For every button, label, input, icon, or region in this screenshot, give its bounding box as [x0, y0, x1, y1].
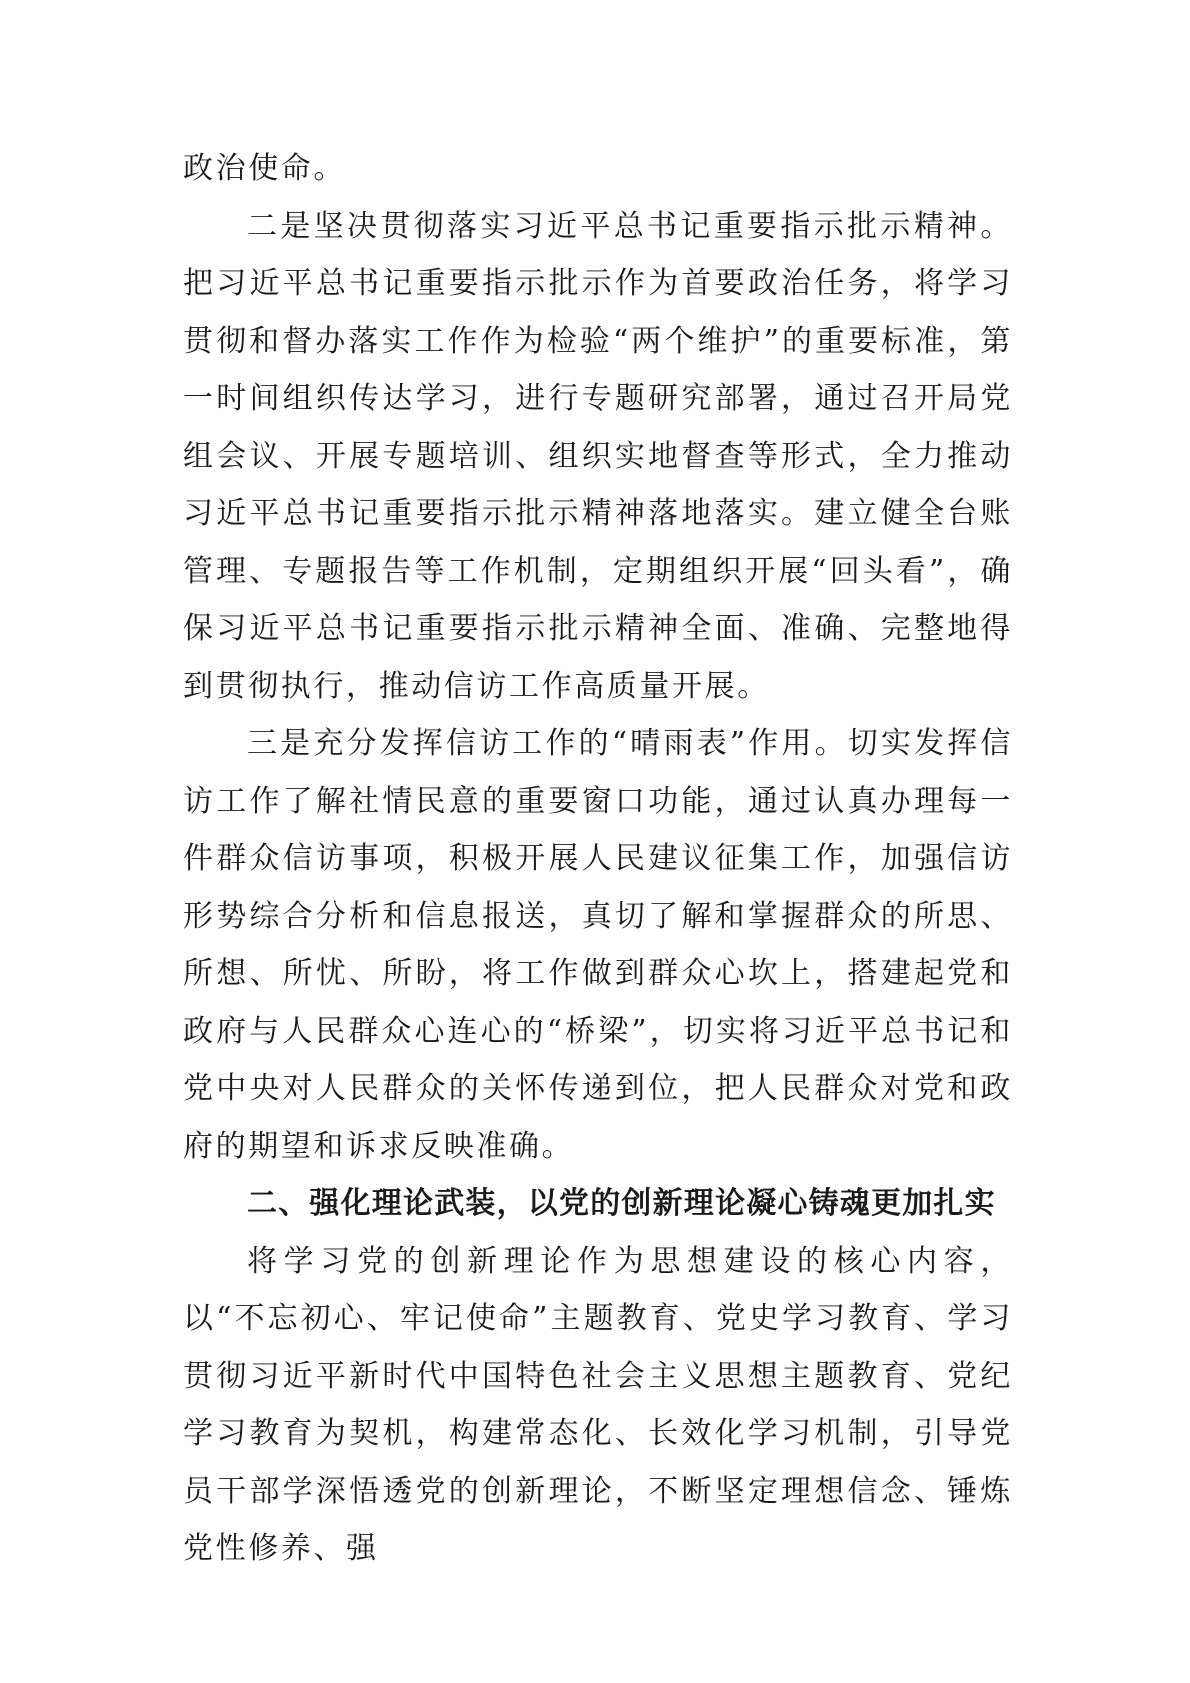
- section-heading-theory: 二、强化理论武装，以党的创新理论凝心铸魂更加扎实: [247, 1186, 996, 1221]
- paragraph-implement-instructions: 二是坚决贯彻落实习近平总书记重要指示批示精神。把习近平总书记重要指示批示作为首要政治任务，将学习贯彻和督办落实工作作为检验“两个维护”的重要标准，第一时间组织传达学习，进行专题研究部署，通过召开局党组会议、开展专题培训、组织实地督查等形式，全力推动习近平总书记重要指示批示精神落地落实。建立健全台账管理、专题报告等工作机制，定期组织开展“回头看”，确保习近平总书记重要指示批示精神全面、准确、完整地得到贯彻执行，推动信访工作高质量开展。: [183, 208, 1013, 704]
- paragraph-continuation: 政治使命。: [183, 151, 346, 186]
- document-body: [183, 140, 1013, 1578]
- paragraph-petition-barometer: 三是充分发挥信访工作的“晴雨表”作用。切实发挥信访工作了解社情民意的重要窗口功能，通过认真办理每一件群众信访事项，积极开展人民建议征集工作，加强信访形势综合分析和信息报送，真切了解和掌握群众的所思、所想、所忧、所盼，将工作做到群众心坎上，搭建起党和政府与人民群众心连心的“桥梁”，切实将习近平总书记和党中央对人民群众的关怀传递到位，把人民群众对党和政府的期望和诉求反映准确。: [183, 726, 1013, 1164]
- paragraph-innovative-theory: 将学习党的创新理论作为思想建设的核心内容，以“不忘初心、牢记使命”主题教育、党史学习教育、学习贯彻习近平新时代中国特色社会主义思想主题教育、党纪学习教育为契机，构建常态化、长效化学习机制，引导党员干部学深悟透党的创新理论，不断坚定理想信念、锤炼党性修养、强: [183, 1243, 1013, 1566]
